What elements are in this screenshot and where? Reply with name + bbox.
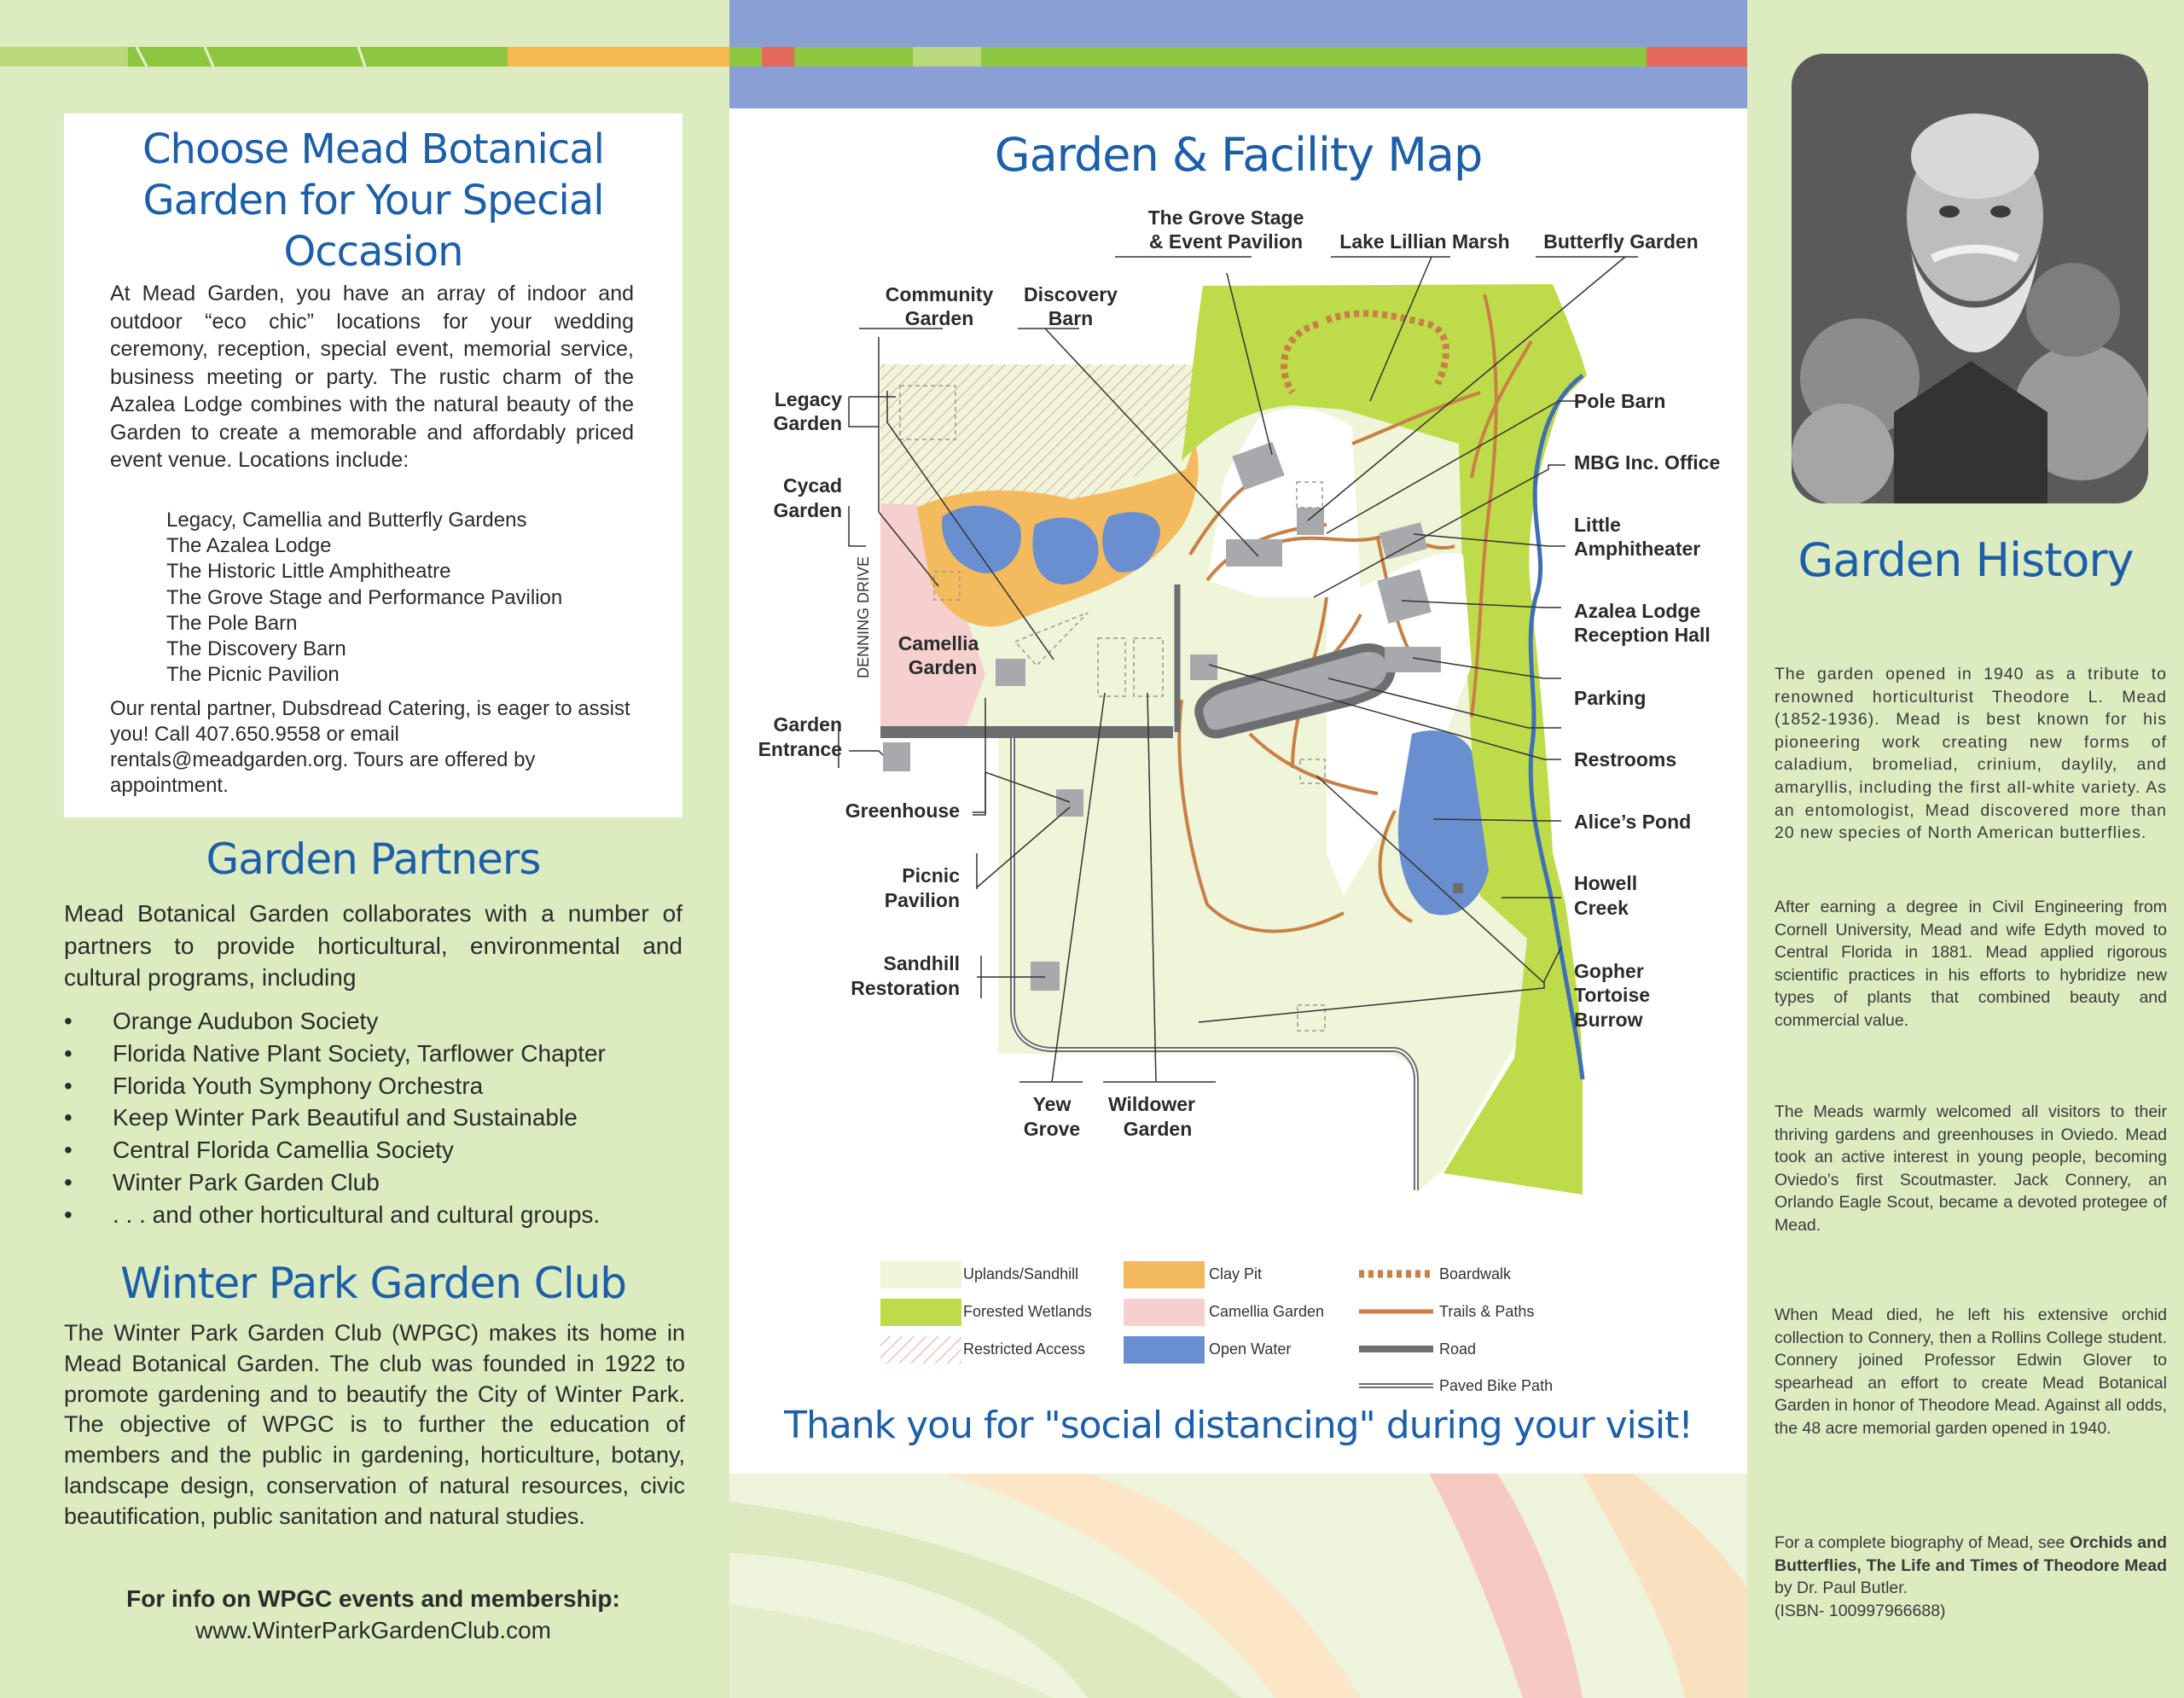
venue-list: [166, 508, 562, 688]
svg-text:Tortoise: Tortoise: [1574, 984, 1651, 1006]
svg-text:Entrance: Entrance: [758, 738, 842, 760]
catering-note: Our rental partner, Dubsdread Catering, is eager to assist you! Call 407.650.9558 or email rentals@meadgarden.org. Tours are offered by appointment.: [110, 697, 630, 797]
wpgc-link[interactable]: www.WinterParkGardenClub.com: [195, 1617, 552, 1643]
history-paragraph-5: [1774, 1532, 2167, 1622]
partners-intro: Mead Botanical Garden collaborates with a number of partners to provide horticultural, environmental and cultural programs, including: [64, 900, 682, 991]
label-restrooms: Restrooms: [1574, 748, 1677, 770]
svg-text:Creek: Creek: [1574, 897, 1629, 919]
partners-title: Garden Partners: [206, 834, 541, 884]
history-book-title: Orchids and Butterflies, The Life and Times of Theodore Mead: [1774, 1533, 2167, 1575]
list-item: The Discovery Barn: [166, 637, 346, 661]
history-isbn: (ISBN- 100997966688): [1774, 1601, 1946, 1620]
wpgc-title: Winter Park Garden Club: [119, 1259, 627, 1308]
label-cycad-garden: Cycad: [782, 474, 842, 497]
label-greenhouse: Greenhouse: [845, 800, 960, 822]
decorative-stripe: [0, 47, 729, 67]
social-distancing-note: Thank you for "social distancing" during your visit!: [784, 1404, 1693, 1447]
svg-text:Garden: Garden: [908, 656, 978, 678]
wpgc-info: [64, 1583, 682, 1646]
label-picnic-pavilion: Picnic: [902, 864, 960, 887]
svg-text:Garden: Garden: [773, 499, 842, 521]
history-title: Garden History: [1798, 533, 2134, 587]
label-howell-creek: Howell: [1574, 872, 1638, 894]
svg-text:Pavilion: Pavilion: [884, 889, 960, 911]
list-item: • Florida Native Plant Society, Tarflower Chapter: [64, 1038, 606, 1070]
label-mbg-office: MBG Inc. Office: [1574, 451, 1721, 474]
partners-list: [64, 1005, 606, 1231]
legend-clay: Clay Pit: [1209, 1265, 1263, 1282]
legend-road: Road: [1439, 1340, 1477, 1358]
label-gopher-tortoise-burrow: Gopher: [1574, 960, 1644, 982]
label-camellia-garden: Camellia: [897, 632, 979, 654]
history-paragraph-4: When Mead died, he left his extensive orchid collection to Connery, then a Rollins College student. Connery joined Professor Edwin Glover to spearhead an effort to create Mead Botanical Garden in honor of Theodore Mead. Against all odds, the 48 acre memorial garden opened in 1940.: [1774, 1305, 2167, 1438]
occasion-box: [64, 113, 682, 817]
label-pole-barn: Pole Barn: [1574, 390, 1666, 412]
wpgc-body: The Winter Park Garden Club (WPGC) makes its home in Mead Botanical Garden. The club was founded in 1922 to promote gardening and to beautify the City of Winter Park. The objective of WPGC is to further the education of members and the public in gardening, horticulture, botany, landscape design, conservation of natural resources, civic beautification, public sanitation and natural studies.: [64, 1320, 685, 1529]
list-item: • Orange Audubon Society: [64, 1005, 606, 1038]
legend-trails: Trails & Paths: [1439, 1303, 1535, 1320]
left-panel: [0, 0, 729, 1698]
svg-text:Amphitheater: Amphitheater: [1574, 538, 1701, 560]
svg-text:Garden: Garden: [904, 307, 974, 329]
svg-text:Burrow: Burrow: [1574, 1009, 1643, 1031]
list-item: • . . . and other horticultural and cultural groups.: [64, 1199, 606, 1231]
list-item: • Central Florida Camellia Society: [64, 1134, 606, 1166]
list-item: • Winter Park Garden Club: [64, 1166, 606, 1199]
list-item: The Picnic Pavilion: [166, 663, 340, 687]
label-little-amphitheater: Little: [1574, 514, 1621, 536]
history-book-author: by Dr. Paul Butler.: [1774, 1579, 1908, 1598]
history-bio-intro: For a complete biography of Mead, see: [1774, 1533, 2065, 1552]
history-paragraph-3: The Meads warmly welcomed all visitors to their thriving gardens and greenhouses in Oviedo. Mead took an active interest in young people, becoming Oviedo’s first Scoutmaster. Jack Connery, an Orlando Eagle Scout, became a devoted protegee of Mead.: [1774, 1102, 2167, 1235]
label-grove-stage: The Grove Stage: [1147, 206, 1304, 229]
label-butterfly-garden: Butterfly Garden: [1543, 230, 1699, 253]
list-item: The Historic Little Amphitheatre: [166, 560, 451, 584]
label-alices-pond: Alice’s Pond: [1574, 811, 1692, 833]
theodore-mead-portrait: [1792, 54, 2148, 503]
map-panel: [729, 0, 1747, 1698]
list-item: • Keep Winter Park Beautiful and Sustainable: [64, 1102, 606, 1134]
wpgc-info-heading: For info on WPGC events and membership:: [126, 1585, 620, 1612]
list-item: The Pole Barn: [166, 611, 298, 635]
svg-text:Barn: Barn: [1048, 307, 1094, 329]
label-community-garden: Community: [885, 283, 994, 305]
svg-text:Garden: Garden: [773, 412, 842, 434]
occasion-title: Choose Mead Botanical Garden for Your Special Occasion: [142, 125, 604, 276]
legend-water: Open Water: [1209, 1340, 1292, 1358]
svg-text:Grove: Grove: [1023, 1118, 1081, 1140]
label-garden-entrance: Garden: [773, 713, 842, 736]
legend-boardwalk: Boardwalk: [1439, 1265, 1512, 1282]
svg-text:Restoration: Restoration: [851, 977, 960, 999]
legend-restricted: Restricted Access: [963, 1340, 1086, 1358]
list-item: Legacy, Camellia and Butterfly Gardens: [166, 509, 527, 532]
svg-text:Garden: Garden: [1123, 1118, 1193, 1140]
label-legacy-garden: Legacy: [774, 388, 842, 410]
legend-camellia: Camellia Garden: [1209, 1303, 1325, 1320]
label-azalea-lodge: Azalea Lodge: [1574, 600, 1701, 622]
svg-text:& Event Pavilion: & Event Pavilion: [1148, 230, 1304, 253]
list-item: The Azalea Lodge: [166, 534, 332, 558]
list-item: The Grove Stage and Performance Pavilion: [166, 585, 563, 609]
label-sandhill-restoration: Sandhill: [883, 952, 960, 974]
label-discovery-barn: Discovery: [1024, 283, 1118, 305]
right-panel: [1747, 0, 2184, 1698]
svg-text:Reception Hall: Reception Hall: [1574, 624, 1711, 646]
history-paragraph-1: The garden opened in 1940 as a tribute to renowned horticulturist Theodore L. Mead (1852-1936). Mead is best known for his pioneering work creating new forms of caladium, bromeliad, crinium, daylily, and amaryllis, including the first all-white variety. As an entomologist, Mead discovered more than 20 new species of North American butterflies.: [1774, 665, 2167, 843]
history-paragraph-2: After earning a degree in Civil Engineering from Cornell University, Mead and wife Edyth moved to Central Florida in 1881. Mead applied rigorous scientific practices in his efforts to hybridize new types of plants that combined beauty and commercial value.: [1774, 898, 2167, 1030]
street-label: DENNING DRIVE: [855, 555, 872, 678]
portrait-image: [1792, 54, 2148, 503]
decorative-swirls: [729, 1474, 1747, 1698]
occasion-body: At Mead Garden, you have an array of indoor and outdoor “eco chic” locations for your wedding ceremony, reception, special event, memorial service, business meeting or party. The rustic charm of the Azalea Lodge combines with the natural beauty of the Garden to create a memorable and affordably priced event venue. Locations include:: [110, 282, 634, 472]
map-title: Garden & Facility Map: [994, 128, 1483, 182]
list-item: • Florida Youth Symphony Orchestra: [64, 1070, 606, 1102]
legend-uplands: Uplands/Sandhill: [963, 1265, 1079, 1282]
label-lake-lillian: Lake Lillian Marsh: [1339, 230, 1510, 253]
label-yew-grove: Yew: [1032, 1093, 1072, 1115]
label-parking: Parking: [1574, 687, 1647, 709]
legend-bike-path: Paved Bike Path: [1439, 1377, 1554, 1394]
legend-forested: Forested Wetlands: [963, 1303, 1092, 1320]
label-wildower-garden: Wildower: [1107, 1093, 1196, 1115]
